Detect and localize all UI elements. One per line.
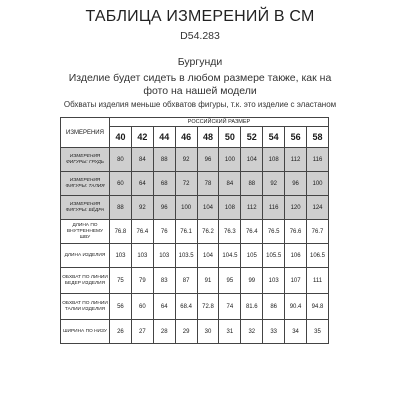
value-cell: 28 [153,320,175,344]
table-row [61,244,329,268]
value-cell: 112 [241,196,263,220]
value-cell: 29 [175,320,197,344]
size-header-cell: 52 [241,127,263,148]
value-cell: 76.2 [197,220,219,244]
value-cell: 104 [241,148,263,172]
value-cell: 76.5 [263,220,285,244]
value-cell: 76.6 [285,220,307,244]
size-chart-table [60,117,329,344]
value-cell: 79 [131,268,153,294]
value-cell: 75 [110,268,132,294]
row-label: ОБХВАТ ПО ЛИНИИ БЕДЕР ИЗДЕЛИЯ [61,268,110,294]
value-cell: 87 [175,268,197,294]
row-label: ОБХВАТ ПО ЛИНИИ ТАЛИИ ИЗДЕЛИЯ [61,294,110,320]
value-cell: 106.5 [307,244,329,268]
russian-size-header: РОССИЙСКИЙ РАЗМЕР [110,118,329,127]
product-color: Бургунди [177,56,223,68]
value-cell: 81.6 [241,294,263,320]
value-cell: 105.5 [263,244,285,268]
value-cell: 26 [110,320,132,344]
value-cell: 72 [175,172,197,196]
value-cell: 88 [241,172,263,196]
size-header-cell: 40 [110,127,132,148]
value-cell: 105 [241,244,263,268]
size-header-cell: 42 [131,127,153,148]
size-header-cell: 46 [175,127,197,148]
value-cell: 100 [175,196,197,220]
row-label: ИЗМЕРЕНИЯ ФИГУРЫ: БЁДРА [61,196,110,220]
value-cell: 108 [263,148,285,172]
value-cell: 76 [153,220,175,244]
value-cell: 104.5 [219,244,241,268]
value-cell: 95 [219,268,241,294]
value-cell: 108 [219,196,241,220]
value-cell: 103 [131,244,153,268]
value-cell: 31 [219,320,241,344]
value-cell: 116 [263,196,285,220]
value-cell: 76.1 [175,220,197,244]
value-cell: 116 [307,148,329,172]
size-header-cell: 54 [263,127,285,148]
value-cell: 76.3 [219,220,241,244]
value-cell: 100 [219,148,241,172]
table-row [61,268,329,294]
value-cell: 27 [131,320,153,344]
value-cell: 84 [131,148,153,172]
fit-note: Изделие будет сидеть в любом размере также, как на фото на нашей модели [68,72,332,97]
table-row [61,220,329,244]
value-cell: 92 [131,196,153,220]
value-cell: 90.4 [285,294,307,320]
value-cell: 60 [110,172,132,196]
value-cell: 120 [285,196,307,220]
measurements-header: ИЗМЕРЕНИЯ [61,118,110,148]
value-cell: 106 [285,244,307,268]
size-header-cell: 58 [307,127,329,148]
value-cell: 96 [285,172,307,196]
value-cell: 96 [153,196,175,220]
row-label: ДЛИНА ПО ВНУТРЕННЕМУ ШВУ [61,220,110,244]
value-cell: 64 [131,172,153,196]
value-cell: 32 [241,320,263,344]
value-cell: 76.4 [131,220,153,244]
value-cell: 99 [241,268,263,294]
value-cell: 100 [307,172,329,196]
table-row [61,320,329,344]
size-header-cell: 44 [153,127,175,148]
value-cell: 103.5 [175,244,197,268]
value-cell: 64 [153,294,175,320]
value-cell: 92 [175,148,197,172]
value-cell: 96 [197,148,219,172]
value-cell: 86 [263,294,285,320]
value-cell: 94.8 [307,294,329,320]
value-cell: 74 [219,294,241,320]
value-cell: 107 [285,268,307,294]
group-header-row [61,118,329,127]
value-cell: 68.4 [175,294,197,320]
value-cell: 78 [197,172,219,196]
value-cell: 111 [307,268,329,294]
table-row [61,172,329,196]
value-cell: 104 [197,196,219,220]
value-cell: 88 [110,196,132,220]
value-cell: 103 [110,244,132,268]
value-cell: 35 [307,320,329,344]
article-number: D54.283 [180,30,220,42]
value-cell: 84 [219,172,241,196]
value-cell: 72.8 [197,294,219,320]
size-header-cell: 56 [285,127,307,148]
page-title: ТАБЛИЦА ИЗМЕРЕНИЙ В СМ [85,8,315,25]
value-cell: 33 [263,320,285,344]
value-cell: 76.7 [307,220,329,244]
value-cell: 103 [153,244,175,268]
value-cell: 56 [110,294,132,320]
row-label: ШИРИНА ПО НИЗУ [61,320,110,344]
value-cell: 76.8 [110,220,132,244]
value-cell: 68 [153,172,175,196]
value-cell: 92 [263,172,285,196]
value-cell: 104 [197,244,219,268]
value-cell: 91 [197,268,219,294]
table-row [61,294,329,320]
value-cell: 76.4 [241,220,263,244]
value-cell: 30 [197,320,219,344]
table-row [61,196,329,220]
row-label: ИЗМЕРЕНИЯ ФИГУРЫ: ТАЛИЯ [61,172,110,196]
size-header-cell: 48 [197,127,219,148]
value-cell: 80 [110,148,132,172]
table-row [61,148,329,172]
value-cell: 124 [307,196,329,220]
value-cell: 60 [131,294,153,320]
elastane-note: Обхваты изделия меньше обхватов фигуры, т.к. это изделие с эластаном [63,100,337,109]
size-header-cell: 50 [219,127,241,148]
value-cell: 88 [153,148,175,172]
value-cell: 34 [285,320,307,344]
row-label: ИЗМЕРЕНИЯ ФИГУРЫ: ГРУДЬ [61,148,110,172]
row-label: ДЛИНА ИЗДЕЛИЯ [61,244,110,268]
value-cell: 112 [285,148,307,172]
value-cell: 103 [263,268,285,294]
value-cell: 83 [153,268,175,294]
